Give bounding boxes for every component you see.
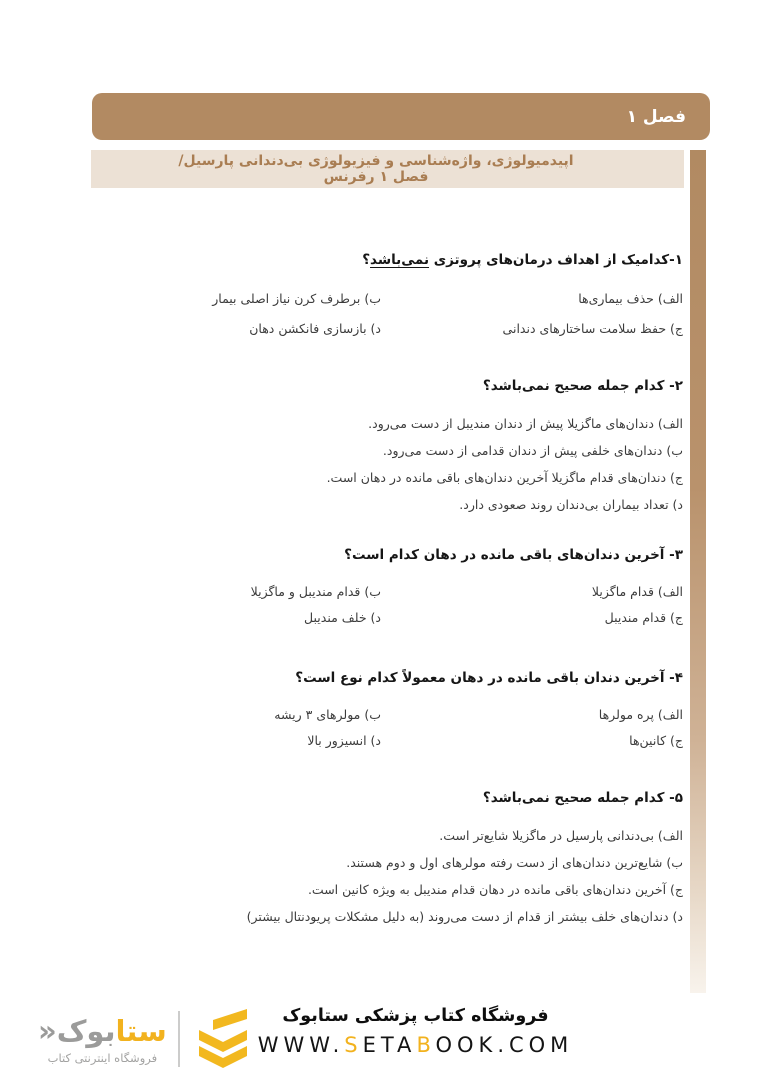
url-part: ETA	[362, 1033, 417, 1057]
question-title: ۵- کدام جمله صحیح نمی‌باشد؟	[482, 790, 683, 806]
question-title	[91, 250, 683, 270]
logo-name	[38, 1014, 167, 1048]
website-url	[248, 1033, 583, 1057]
option-item: ج) قدام مندیبل	[604, 610, 683, 625]
url-accent-letter: S	[344, 1033, 363, 1057]
option-item: د) تعداد بیماران بی‌دندان روند صعودی دارد.	[459, 497, 683, 512]
section-title-bar	[91, 150, 684, 188]
side-accent-strip	[690, 150, 706, 993]
option-item: الف) بی‌دندانی پارسیل در ماگزیلا شایع‌تر است.	[439, 828, 683, 843]
chapter-header-bar	[92, 93, 710, 140]
question-block-3	[91, 545, 683, 631]
options-grid	[91, 702, 683, 754]
logo-divider	[178, 1011, 180, 1067]
question-title-mark: ؟	[362, 252, 371, 268]
chevron-logo-icon	[191, 1006, 255, 1072]
option-item: ج) کانین‌ها	[629, 733, 683, 748]
url-part: WWW.	[257, 1033, 345, 1057]
footer-store-block	[248, 1004, 583, 1057]
logo-name-gray: بوک«	[38, 1013, 116, 1048]
section-title: اپیدمیولوژی، واژه‌شناسی و فیزیولوژی بی‌دندانی پارسیل/فصل ۱ رفرنس	[178, 153, 574, 185]
option-item: د) بازسازی فانکشن دهان	[249, 321, 381, 336]
question-title: ۳- آخرین دندان‌های باقی مانده در دهان کدام است؟	[344, 547, 683, 563]
logo-wordmark	[38, 1014, 167, 1065]
options-list	[91, 410, 683, 518]
question-block-2	[91, 376, 683, 518]
options-grid	[91, 579, 683, 631]
question-block-4	[91, 668, 683, 754]
option-item: د) خلف مندیبل	[304, 610, 381, 625]
option-item: ب) قدام مندیبل و ماگزیلا	[250, 584, 381, 599]
option-item: الف) قدام ماگزیلا	[591, 584, 683, 599]
question-block-1	[91, 250, 683, 344]
option-item: د) دندان‌های خلف بیشتر از قدام از دست می‌روند (به دلیل مشکلات پریودنتال بیشتر)	[246, 909, 683, 924]
option-item: الف) دندان‌های ماگزیلا پیش از دندان مندیبل از دست می‌رود.	[368, 416, 683, 431]
store-name: فروشگاه کتاب پزشکی ستابوک	[282, 1006, 549, 1026]
option-item: ج) آخرین دندان‌های باقی مانده در دهان قدام مندیبل به ویژه کانین است.	[307, 882, 683, 897]
option-item: الف) پره مولرها	[598, 707, 683, 722]
logo-name-yellow: ستا	[115, 1013, 167, 1048]
logo-tagline: فروشگاه اینترنتی کتاب	[47, 1050, 158, 1065]
question-title-text: ۱-کدامیک از اهداف درمان‌های پروتزی	[429, 252, 683, 268]
chapter-label: فصل ۱	[626, 106, 686, 127]
option-item: ب) شایع‌ترین دندان‌های از دست رفته مولرهای اول و دوم هستند.	[346, 855, 683, 870]
option-item: د) انسیزور بالا	[307, 733, 381, 748]
question-title: ۲- کدام جمله صحیح نمی‌باشد؟	[482, 378, 683, 394]
option-item: ج) حفظ سلامت ساختارهای دندانی	[502, 321, 683, 336]
url-accent-letter: B	[416, 1033, 436, 1057]
question-title-underlined: نمی‌باشد	[370, 252, 430, 268]
option-item: ب) مولرهای ۳ ریشه	[274, 707, 381, 722]
options-list	[91, 822, 683, 930]
option-item: ب) برطرف کرن نیاز اصلی بیمار	[212, 291, 381, 306]
option-item: الف) حذف بیماری‌ها	[578, 291, 683, 306]
url-part: OOK.COM	[435, 1033, 574, 1057]
option-item: ج) دندان‌های قدام ماگزیلا آخرین دندان‌های باقی مانده در دهان است.	[326, 470, 683, 485]
option-item: ب) دندان‌های خلفی پیش از دندان قدامی از دست می‌رود.	[382, 443, 683, 458]
question-title: ۴- آخرین دندان باقی مانده در دهان معمولاً کدام نوع است؟	[295, 670, 683, 686]
question-block-5	[91, 788, 683, 930]
setabook-logo	[38, 1006, 255, 1072]
options-grid	[91, 284, 683, 344]
